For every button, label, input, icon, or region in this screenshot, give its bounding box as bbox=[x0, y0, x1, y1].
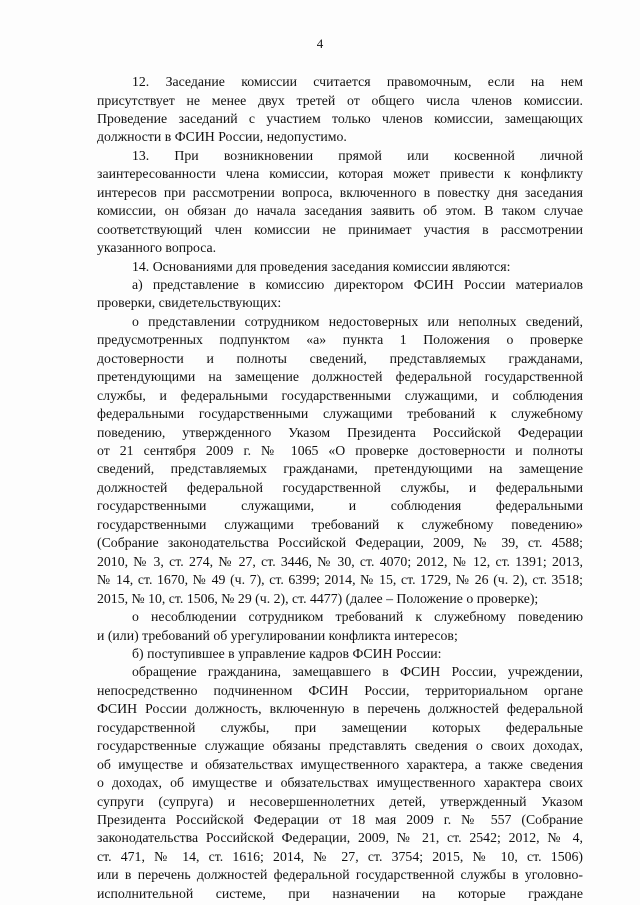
text-line: государственные служащие обязаны представлять сведения о своих доходах, bbox=[97, 738, 583, 754]
text-line: о доходах, об имуществе и обязательствах имущественного характера своих bbox=[97, 775, 583, 791]
text-line: достоверности и полноты сведений, представляемых гражданами, bbox=[97, 350, 583, 366]
text-line: федеральными государственными служащими требований к служебному bbox=[97, 406, 583, 422]
text-line: государственными служащими, и соблюдения федеральными bbox=[97, 498, 583, 514]
text-line: ФСИН России должность, включенную в перечень должностей федеральной bbox=[97, 701, 583, 717]
text-line: государственными служащими требований к служебному поведению» bbox=[97, 516, 583, 532]
text-line: о несоблюдении сотрудником требований к служебному поведению bbox=[132, 609, 583, 624]
text-line: указанного вопроса. bbox=[97, 240, 217, 255]
text-line: об имуществе и обязательствах имущественного характера, а также сведения bbox=[97, 756, 583, 772]
text-line: проверки, свидетельствующих: bbox=[97, 295, 282, 311]
text-line: а) представление в комиссию директором ФСИН России материалов bbox=[132, 276, 583, 292]
text-line: от 21 сентября 2009 г. № 1065 «О проверке достоверности и полноты bbox=[97, 443, 583, 458]
text-line: присутствует не менее двух третей от общего числа членов комиссии. bbox=[97, 92, 583, 108]
text-line: поведению, утвержденного Указом Президента Российской Федерации bbox=[97, 424, 583, 440]
text-line: или в перечень должностей федеральной государственной службы в уголовно- bbox=[97, 867, 583, 883]
text-line: законодательства Российской Федерации, 2009, № 21, ст. 2542; 2012, № 4, bbox=[97, 830, 583, 846]
page-number: 4 bbox=[316, 36, 324, 51]
text-line: о представлении сотрудником недостоверных или неполных сведений, bbox=[132, 313, 583, 329]
text-line: комиссии, он обязан до начала заседания заявить об этом. В таком случае bbox=[97, 203, 583, 219]
text-line: супруги (супруга) и несовершеннолетних детей, утвержденный Указом bbox=[97, 793, 583, 809]
text-line: исполнительной системе, при назначении на которые граждане bbox=[97, 885, 583, 901]
text-line: соответствующий член комиссии не принимает участия в рассмотрении bbox=[97, 221, 583, 237]
text-line: заинтересованности члена комиссии, которая может привести к конфликту bbox=[97, 166, 583, 182]
text-line: и (или) требований об урегулировании конфликта интересов; bbox=[97, 627, 458, 643]
text-line: непосредственно подчиненном ФСИН России, территориальном органе bbox=[97, 682, 583, 698]
text-line: Проведение заседаний с участием только членов комиссии, замещающих bbox=[97, 110, 583, 126]
text-line: 12. Заседание комиссии считается правомочным, если на нем bbox=[132, 74, 583, 89]
text-line: (Собрание законодательства Российской Федерации, 2009, № 39, ст. 4588; bbox=[97, 535, 583, 551]
text-line: 2015, № 10, ст. 1506, № 29 (ч. 2), ст. 4477) (далее – Положение о проверке); bbox=[97, 590, 539, 606]
text-line: 13. При возникновении прямой или косвенной личной bbox=[132, 147, 583, 163]
text-line: б) поступившее в управление кадров ФСИН России: bbox=[132, 645, 442, 661]
text-line: 2010, № 3, ст. 274, № 27, ст. 3446, № 30, ст. 4070; 2012, № 12, ст. 1391; 2013, bbox=[97, 553, 583, 569]
text-line: должности в ФСИН России, недопустимо. bbox=[97, 129, 347, 145]
text-line: претендующими на замещение должностей федеральной государственной bbox=[97, 369, 583, 385]
text-line: № 14, ст. 1670, № 49 (ч. 7), ст. 6399; 2014, № 15, ст. 1729, № 26 (ч. 2), ст. 3518; bbox=[97, 572, 583, 588]
text-line: ст. 471, № 14, ст. 1616; 2014, № 27, ст. 3754; 2015, № 10, ст. 1506) bbox=[97, 848, 583, 864]
text-line: интересов при рассмотрении вопроса, включенного в повестку дня заседания bbox=[97, 184, 583, 200]
text-line: обращение гражданина, замещавшего в ФСИН России, учреждении, bbox=[132, 664, 583, 680]
text-line: государственной службы, при замещении которых федеральные bbox=[97, 719, 583, 735]
text-line: предусмотренных подпунктом «а» пункта 1 Положения о проверке bbox=[97, 332, 583, 348]
text-line: Президента Российской Федерации от 18 мая 2009 г. № 557 (Собрание bbox=[97, 812, 583, 827]
text-line: сведений, представляемых гражданами, претендующими на замещение bbox=[97, 461, 583, 477]
text-line: службы, и федеральными государственными служащими, и соблюдения bbox=[97, 387, 583, 403]
text-line: 14. Основаниями для проведения заседания комиссии являются: bbox=[132, 258, 511, 274]
text-line: должностей федеральной государственной службы, и федеральными bbox=[97, 479, 583, 495]
